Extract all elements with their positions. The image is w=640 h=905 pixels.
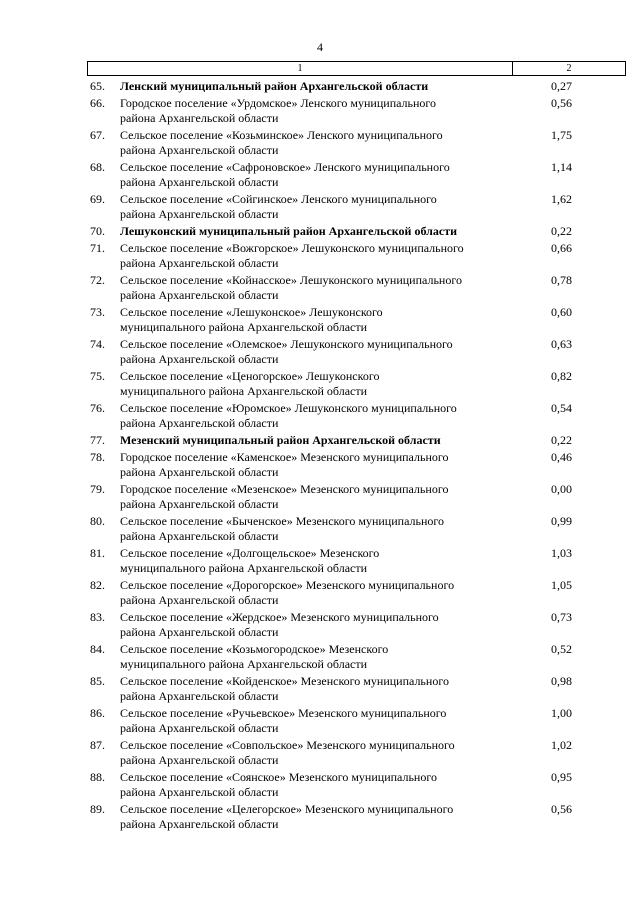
- row-name: [120, 241, 520, 271]
- row-name-line-1: Сельское поселение «Соянское» Мезенского муниципального: [120, 770, 437, 784]
- row-value: 0,95: [551, 770, 572, 784]
- row-name-line-2: муниципального района Архангельской области: [120, 384, 368, 398]
- row-name-line-1: Сельское поселение «Козьмогородское» Мезенского: [120, 642, 389, 656]
- table-row: [0, 514, 640, 546]
- row-number: 69.: [90, 192, 105, 206]
- row-name-line-1: Сельское поселение «Вожгорское» Лешуконского муниципального: [120, 241, 464, 255]
- row-name: [120, 401, 520, 431]
- row-value: 0,56: [551, 802, 572, 816]
- row-name: [120, 770, 520, 800]
- row-name-line-2: района Архангельской области: [120, 721, 279, 735]
- row-number: 66.: [90, 96, 105, 110]
- row-number: 80.: [90, 514, 105, 528]
- row-name-line-1: Сельское поселение «Койнасское» Лешуконского муниципального: [120, 273, 462, 287]
- row-name-line-2: района Архангельской области: [120, 111, 279, 125]
- row-name-line-2: района Архангельской области: [120, 753, 279, 767]
- row-name: [120, 546, 520, 576]
- table-header: [87, 61, 626, 76]
- row-name-line-1: Городское поселение «Каменское» Мезенского муниципального: [120, 450, 449, 464]
- table-row: [0, 369, 640, 401]
- row-value: 0,46: [551, 450, 572, 464]
- row-number: 89.: [90, 802, 105, 816]
- row-name: [120, 450, 520, 480]
- table-row: [0, 224, 640, 241]
- row-value: 0,60: [551, 305, 572, 319]
- row-value: 0,98: [551, 674, 572, 688]
- table-row: [0, 482, 640, 514]
- row-value: 0,99: [551, 514, 572, 528]
- row-name-line-2: района Архангельской области: [120, 352, 279, 366]
- row-name: [120, 738, 520, 768]
- row-name-line-1: Сельское поселение «Козьминское» Ленского муниципального: [120, 128, 443, 142]
- row-name-line-2: муниципального района Архангельской области: [120, 561, 368, 575]
- row-value: 1,03: [551, 546, 572, 560]
- row-name-line-2: района Архангельской области: [120, 625, 279, 639]
- row-name-line-1: Сельское поселение «Койденское» Мезенского муниципального: [120, 674, 449, 688]
- row-number: 76.: [90, 401, 105, 415]
- row-value: 0,00: [551, 482, 572, 496]
- row-name-line-1: Ленский муниципальный район Архангельской области: [120, 79, 429, 93]
- row-name-line-2: района Архангельской области: [120, 256, 279, 270]
- row-value: 1,02: [551, 738, 572, 752]
- row-name-line-2: района Архангельской области: [120, 817, 279, 831]
- row-name: [120, 706, 520, 736]
- row-name-line-1: Сельское поселение «Дорогорское» Мезенского муниципального: [120, 578, 455, 592]
- table-body: [0, 79, 640, 834]
- table-row: [0, 128, 640, 160]
- row-value: 0,52: [551, 642, 572, 656]
- row-number: 75.: [90, 369, 105, 383]
- row-name: [120, 610, 520, 640]
- row-name: [120, 160, 520, 190]
- table-header-col-2: 2: [566, 63, 572, 74]
- row-name-line-1: Сельское поселение «Сафроновское» Ленского муниципального: [120, 160, 450, 174]
- row-name-line-1: Сельское поселение «Жердское» Мезенского муниципального: [120, 610, 439, 624]
- row-value: 0,73: [551, 610, 572, 624]
- row-name-line-2: района Архангельской области: [120, 175, 279, 189]
- table-row: [0, 578, 640, 610]
- row-name-line-1: Сельское поселение «Целегорское» Мезенского муниципального: [120, 802, 454, 816]
- row-name-line-2: района Архангельской области: [120, 529, 279, 543]
- row-number: 67.: [90, 128, 105, 142]
- table-row: [0, 401, 640, 433]
- row-number: 68.: [90, 160, 105, 174]
- row-value: 0,82: [551, 369, 572, 383]
- row-name-line-1: Сельское поселение «Олемское» Лешуконского муниципального: [120, 337, 453, 351]
- row-value: 0,66: [551, 241, 572, 255]
- row-number: 85.: [90, 674, 105, 688]
- table-row: [0, 433, 640, 450]
- table-row: [0, 273, 640, 305]
- row-name: [120, 642, 520, 672]
- row-name-line-2: муниципального района Архангельской области: [120, 657, 368, 671]
- row-name-line-2: района Архангельской области: [120, 416, 279, 430]
- row-value: 0,63: [551, 337, 572, 351]
- row-name-line-2: муниципального района Архангельской области: [120, 320, 368, 334]
- row-number: 86.: [90, 706, 105, 720]
- row-number: 78.: [90, 450, 105, 464]
- row-name: [120, 433, 520, 448]
- row-name-line-2: района Архангельской области: [120, 143, 279, 157]
- table-row: [0, 79, 640, 96]
- row-name-line-1: Городское поселение «Урдомское» Ленского муниципального: [120, 96, 437, 110]
- row-name-line-1: Сельское поселение «Совпольское» Мезенского муниципального: [120, 738, 455, 752]
- row-name-line-1: Городское поселение «Мезенское» Мезенского муниципального: [120, 482, 449, 496]
- row-value: 0,78: [551, 273, 572, 287]
- row-value: 1,05: [551, 578, 572, 592]
- table-row: [0, 642, 640, 674]
- row-name-line-2: района Архангельской области: [120, 689, 279, 703]
- row-name: [120, 305, 520, 335]
- row-name-line-1: Лешуконский муниципальный район Архангельской области: [120, 224, 458, 238]
- table-row: [0, 802, 640, 834]
- row-value: 0,22: [551, 224, 572, 238]
- row-value: 0,56: [551, 96, 572, 110]
- row-value: 1,75: [551, 128, 572, 142]
- row-name-line-1: Сельское поселение «Долгощельское» Мезенского: [120, 546, 380, 560]
- row-name-line-1: Сельское поселение «Сойгинское» Ленского муниципального: [120, 192, 437, 206]
- row-number: 73.: [90, 305, 105, 319]
- row-name-line-2: района Архангельской области: [120, 593, 279, 607]
- row-name-line-1: Сельское поселение «Ручьевское» Мезенского муниципального: [120, 706, 447, 720]
- row-number: 72.: [90, 273, 105, 287]
- row-name: [120, 482, 520, 512]
- row-number: 65.: [90, 79, 105, 93]
- table-row: [0, 610, 640, 642]
- row-name: [120, 79, 520, 94]
- table-row: [0, 674, 640, 706]
- row-name: [120, 674, 520, 704]
- row-name: [120, 192, 520, 222]
- row-number: 71.: [90, 241, 105, 255]
- row-value: 1,62: [551, 192, 572, 206]
- row-name: [120, 337, 520, 367]
- row-name: [120, 578, 520, 608]
- table-row: [0, 546, 640, 578]
- row-name: [120, 514, 520, 544]
- table-row: [0, 241, 640, 273]
- row-name-line-2: района Архангельской области: [120, 288, 279, 302]
- table-header-col-1: 1: [88, 62, 513, 75]
- row-number: 88.: [90, 770, 105, 784]
- row-value: 0,54: [551, 401, 572, 415]
- page-number: 4: [317, 40, 323, 54]
- row-value: 0,27: [551, 79, 572, 93]
- row-name-line-2: района Архангельской области: [120, 465, 279, 479]
- table-row: [0, 706, 640, 738]
- row-number: 84.: [90, 642, 105, 656]
- row-name-line-2: района Архангельской области: [120, 497, 279, 511]
- row-name-line-1: Сельское поселение «Быченское» Мезенского муниципального: [120, 514, 444, 528]
- row-value: 0,22: [551, 433, 572, 447]
- row-name-line-2: района Архангельской области: [120, 207, 279, 221]
- row-number: 83.: [90, 610, 105, 624]
- row-value: 1,14: [551, 160, 572, 174]
- row-value: 1,00: [551, 706, 572, 720]
- row-name: [120, 128, 520, 158]
- table-row: [0, 450, 640, 482]
- table-row: [0, 305, 640, 337]
- table-row: [0, 738, 640, 770]
- table-row: [0, 337, 640, 369]
- row-number: 81.: [90, 546, 105, 560]
- row-name: [120, 802, 520, 832]
- row-number: 70.: [90, 224, 105, 238]
- row-name: [120, 273, 520, 303]
- row-number: 79.: [90, 482, 105, 496]
- table-row: [0, 96, 640, 128]
- table-row: [0, 160, 640, 192]
- table-row: [0, 770, 640, 802]
- row-name: [120, 369, 520, 399]
- row-name-line-2: района Архангельской области: [120, 785, 279, 799]
- row-name: [120, 224, 520, 239]
- row-name-line-1: Сельское поселение «Ценогорское» Лешуконского: [120, 369, 380, 383]
- row-name-line-1: Сельское поселение «Лешуконское» Лешуконского: [120, 305, 383, 319]
- row-number: 82.: [90, 578, 105, 592]
- row-number: 87.: [90, 738, 105, 752]
- row-name: [120, 96, 520, 126]
- row-name-line-1: Сельское поселение «Юромское» Лешуконского муниципального: [120, 401, 457, 415]
- table-row: [0, 192, 640, 224]
- row-number: 74.: [90, 337, 105, 351]
- row-number: 77.: [90, 433, 105, 447]
- row-name-line-1: Мезенский муниципальный район Архангельской области: [120, 433, 441, 447]
